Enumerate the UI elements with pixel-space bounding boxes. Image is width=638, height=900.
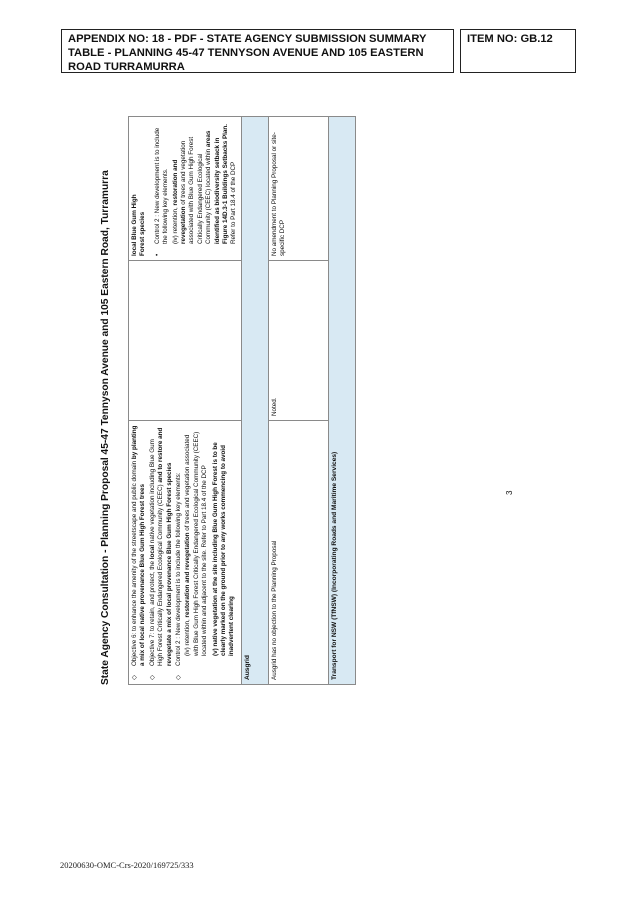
appendix-title: APPENDIX NO: 18 - PDF - STATE AGENCY SUBMISSION SUMMARY TABLE - PLANNING 45-47 TENNYSON AVENUE AND 105 EASTERN ROAD TURRAMURRA [61, 29, 454, 73]
submission-cell [129, 421, 242, 685]
diamond-bullet-icon: ◇ [148, 675, 156, 680]
table-section-header [241, 117, 268, 685]
diamond-bullet-icon: ◇ [131, 675, 138, 680]
list-item: • Control 2 : New development is to include the following key elements. [153, 127, 170, 256]
outcome-list [154, 121, 171, 256]
submission-cell: Ausgrid has no objection to the Planning Proposal [268, 421, 328, 685]
outcome-heading: local Blue Gum High Forest species [131, 194, 147, 256]
list-item: ◇ Objective 6: to enhance the amenity of the streetscape and public domain by planting a mix of local native provenance Blue Gum High Forest trees [131, 425, 147, 680]
submission-summary-table [128, 116, 356, 685]
bullet-icon: • [153, 253, 161, 256]
response-cell [129, 261, 242, 421]
outcome-cell [129, 117, 242, 261]
list-item: ◇ Objective 7: to retain, and protect, the local native vegetation including Blue Gum High Forest Critically Endangered Ecological Community (CEEC) and to restore and revegetate a mix of local provenance Blue Gum High Forest species [148, 427, 173, 680]
element-iv: (iv) retention, restoration and revegetation of trees and vegetation associated with Blue Gum High Forest Critically Endangered Ecological Community (CEEC) located within and adjacent to the site. Refer to Part 18.4 of the DCP [184, 431, 209, 656]
document-reference: 20200630-OMC-Crs-2020/169725/333 [60, 860, 194, 870]
control-2-elements [184, 425, 236, 680]
table-row [268, 117, 328, 685]
list-item: ◇ Control 2 : New development is to include the following key elements: [175, 472, 183, 680]
section-ausgrid: Ausgrid [241, 117, 268, 685]
outcome-cell: No amendment to Planning Proposal or site-specific DCP [268, 117, 328, 261]
document-title: State Agency Consultation - Planning Proposal 45-47 Tennyson Avenue and 105 Eastern Road, Turramurra [100, 170, 111, 685]
element-v: (v) native vegetation at the site including Blue Gum High Forest is to be clearly marked on the ground prior to any works commencing to avoid inadvertent clearing [211, 442, 236, 656]
objectives-list [131, 425, 183, 680]
table-row [129, 117, 242, 685]
section-tfnsw: Transport for NSW (TfNSW) (Incorporating Roads and Maritime Services) [328, 117, 355, 685]
outcome-element-iv: (iv) retention, restoration and revegetation of trees and vegetation associated with Blue Gum High Forest Critically Endangered Ecological Community (CEEC) located within areas identified as biodiversity setback in Figure 14D.3-1 Buildings Setbacks Plan. Refer to Part 18.4 of the DCP [171, 123, 238, 244]
page-number: 3 [505, 490, 514, 495]
table-section-header [328, 117, 355, 685]
response-cell: Noted. [268, 261, 328, 421]
diamond-bullet-icon: ◇ [175, 675, 183, 680]
item-number: ITEM NO: GB.12 [460, 29, 576, 73]
rotated-page-content [100, 105, 520, 685]
